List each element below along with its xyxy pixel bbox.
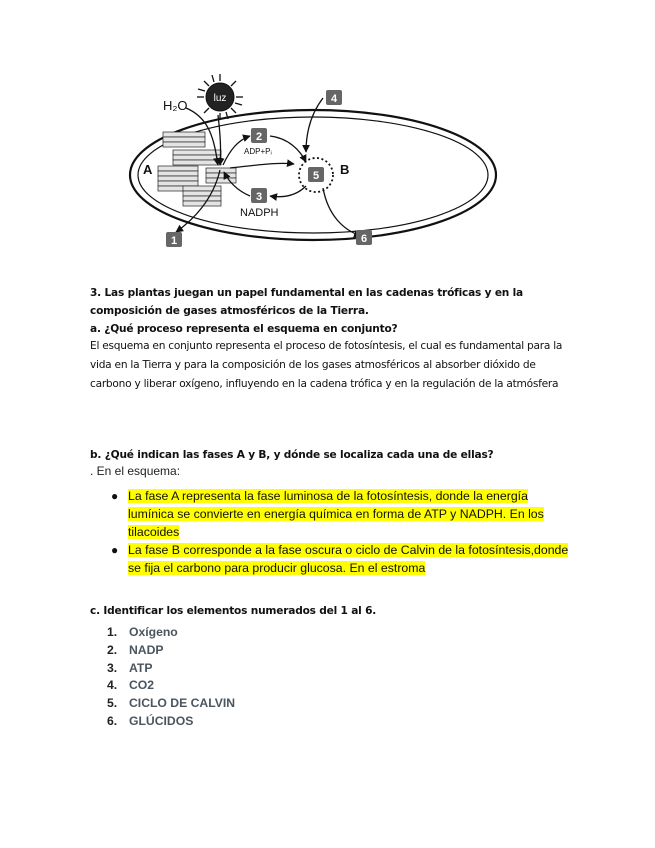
list-item	[107, 695, 235, 713]
question-b: b. ¿Qué indican las fases A y B, y dónde se localiza cada una de ellas?	[90, 449, 494, 461]
phase-a-answer: La fase A representa la fase luminosa de la fotosíntesis, donde la energía lumínica se convierte en energía química en forma de ATP y NADPH. En los tilacoides	[128, 489, 544, 539]
list-item	[107, 624, 235, 642]
bullet-icon: ●	[111, 489, 119, 503]
phase-b-answer: La fase B corresponde a la fase oscura o ciclo de Calvin de la fotosíntesis,donde se fija el carbono para producir glucosa. En el estroma	[128, 543, 569, 575]
element-2: NADP	[129, 642, 164, 657]
number-box-3-label: 3	[255, 191, 263, 203]
phase-b-label: B	[340, 162, 350, 177]
element-5: CICLO DE CALVIN	[129, 696, 236, 711]
answer-a: El esquema en conjunto representa el proceso de fotosíntesis, el cual es fundamental para la vida en la Tierra y para la composición de los gases atmosféricos al absorber dióxido de carbono y liberar oxígeno, influyendo en la cadena trófica y en la regulación de la atmósfera	[90, 340, 563, 390]
list-item	[107, 642, 235, 660]
number-box-6-label: 6	[360, 233, 368, 245]
phase-a-label: A	[143, 162, 153, 177]
list-number: 6.	[107, 713, 118, 728]
number-box-5-label: 5	[312, 170, 320, 182]
list-number: 4.	[107, 678, 118, 693]
number-box-3	[251, 188, 267, 203]
grana-stack	[158, 132, 236, 206]
list-number: 3.	[107, 660, 118, 675]
number-box-4	[326, 90, 342, 105]
question-c: c. Identificar los elementos numerados del 1 al 6.	[90, 605, 377, 617]
list-item	[107, 677, 235, 695]
nadph-label: NADPH	[240, 207, 279, 219]
number-box-5	[308, 167, 324, 182]
number-box-2	[251, 128, 267, 143]
element-1: Oxígeno	[129, 625, 178, 639]
element-6: GLÚCIDOS	[129, 713, 194, 728]
adp-label: ADP+Pᵢ	[244, 147, 272, 156]
number-box-2-label: 2	[255, 131, 263, 143]
list-item	[107, 713, 235, 731]
number-box-1-label: 1	[170, 235, 178, 247]
list-number: 2.	[107, 642, 118, 657]
list-number: 5.	[107, 696, 118, 711]
number-box-4-label: 4	[330, 93, 338, 105]
chloroplast-diagram	[118, 70, 498, 260]
luz-label: luz	[213, 93, 227, 104]
question-a: a. ¿Qué proceso representa el esquema en conjunto?	[90, 323, 398, 335]
h2o-label: H₂O	[163, 98, 188, 113]
bullet-icon: ●	[111, 543, 119, 557]
number-box-1	[166, 232, 182, 247]
list-number: 1.	[107, 625, 118, 639]
number-box-6	[356, 230, 372, 245]
list-item	[92, 541, 572, 577]
list-item	[107, 660, 235, 678]
element-4: CO2	[129, 678, 155, 693]
element-3: ATP	[129, 660, 153, 675]
phases-list	[92, 487, 572, 577]
elements-list	[107, 624, 235, 731]
answer-b-intro: . En el esquema:	[90, 464, 181, 478]
list-item	[92, 487, 572, 541]
question-3-title: 3. Las plantas juegan un papel fundamental en las cadenas tróficas y en la composición de gases atmosféricos de la Tierra.	[90, 287, 524, 317]
